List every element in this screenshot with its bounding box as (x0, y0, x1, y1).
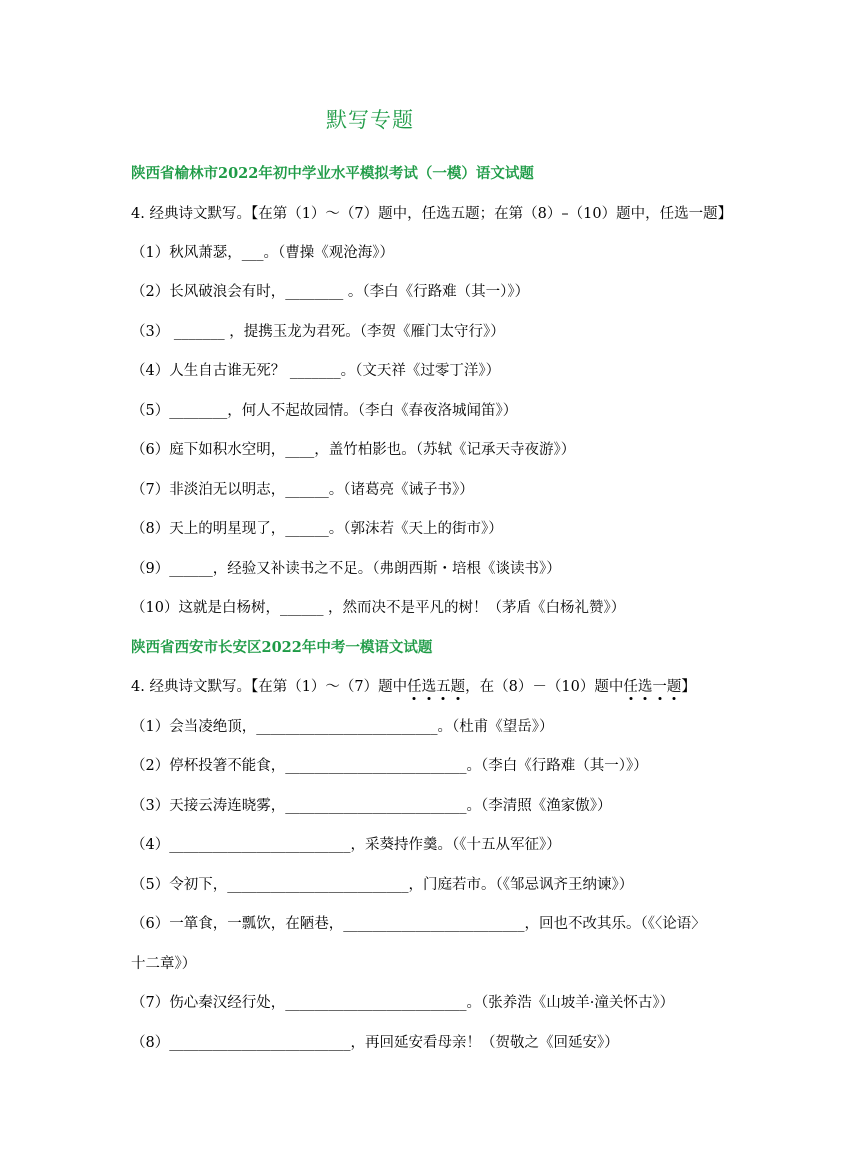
s1-item-5: （5）________，何人不起故园情。（李白《春夜洛城闻笛》） (131, 403, 518, 419)
s2-item-8: （8）_________________________，再回延安看母亲！（贺敬之《回延安》） (131, 1035, 619, 1051)
section-2-instruction (131, 675, 696, 696)
instruction-part-c: ，在（8）－（10）题中 (465, 679, 624, 695)
s1-item-4: （4）人生自古谁无死？ _______。（文天祥《过零丁洋》） (131, 363, 501, 379)
s2-item-3: （3）天接云涛连晓雾，_________________________。（李清照《渔家傲》） (131, 798, 612, 814)
s1-item-8: （8）天上的明星现了，______。（郭沫若《天上的街市》） (131, 521, 503, 537)
s1-item-9: （9）______，经验又补读书之不足。（弗朗西斯・培根《谈读书》） (131, 561, 561, 577)
page-title: 默写专题 (326, 108, 414, 132)
s2-item-7: （7）伤心秦汉经行处，_________________________。（张养浩《山坡羊·潼关怀古》） (131, 995, 675, 1011)
instruction-part-e: 】 (681, 679, 696, 695)
s1-item-1: （1）秋风萧瑟，___。（曹操《观沧海》） (131, 245, 394, 261)
s1-item-7: （7）非淡泊无以明志，______。（诸葛亮《诫子书》） (131, 482, 474, 498)
instruction-emphasis-2: 任选一题 (623, 679, 682, 695)
s1-item-10: （10）这就是白杨树，______ ，然而决不是平凡的树！（茅盾《白杨礼赞》） (131, 600, 626, 616)
section-2-heading: 陕西省西安市长安区2022年中考一模语文试题 (131, 639, 433, 656)
s2-item-1: （1）会当凌绝顶，_________________________。（杜甫《望岳》） (131, 719, 554, 735)
s1-item-3: （3） _______ ，提携玉龙为君死。（李贺《雁门太守行》） (131, 324, 505, 340)
section-1-heading: 陕西省榆林市2022年初中学业水平模拟考试（一模）语文试题 (131, 165, 534, 182)
s2-item-4: （4）_________________________，采葵持作羹。（《十五从军征》） (131, 837, 561, 853)
instruction-part-a: 4. 经典诗文默写。【在第（1）～（7）题中 (131, 679, 408, 695)
s2-item-6: （6）一箪食，一瓢饮，在陋巷，_________________________，回也不改其乐。（《〈论语〉 (131, 916, 706, 932)
section-1-instruction: 4. 经典诗文默写。【在第（1）～（7）题中，任选五题；在第（8）–（10）题中，任选一题】 (131, 206, 733, 222)
instruction-emphasis-1: 任选五题 (407, 679, 466, 695)
s1-item-2: （2）长风破浪会有时，________ 。（李白《行路难（其一）》） (131, 284, 530, 300)
s2-item-5: （5）令初下，_________________________，门庭若市。（《邹忌讽齐王纳谏》） (131, 877, 634, 893)
s2-item-2: （2）停杯投箸不能食，_________________________。（李白《行路难（其一）》） (131, 758, 648, 774)
s2-item-6-cont: 十二章》） (131, 956, 197, 972)
s1-item-6: （6）庭下如积水空明，____，盖竹柏影也。（苏轼《记承天寺夜游》） (131, 442, 576, 458)
